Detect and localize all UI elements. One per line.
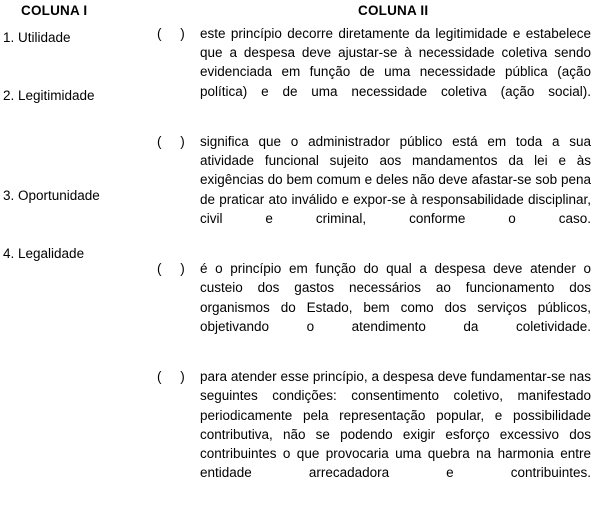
- column-two-text-3: é o princípio em função do qual a despesa deve atender o custeio dos gastos necessários ao funcionamento dos organismos do Estado, bem como dos serviços públicos, objetivando o atendimento da coletividade.: [200, 261, 591, 334]
- column-two-text-1: este princípio decorre diretamente da legitimidade e estabelece que a despesa deve ajustar-se à necessidade coletiva sendo evidenciada em função de uma necessidade pública (ação política) e de uma necessidade coletiva (ação social).: [200, 26, 591, 99]
- column-one-item-1: 1. Utilidade: [3, 30, 71, 45]
- column-two-list: [155, 24, 591, 514]
- answer-blank-3[interactable]: ( ): [157, 261, 185, 277]
- column-one-item-3: 3. Oportunidade: [3, 188, 100, 203]
- column-two-header: COLUNA II: [358, 3, 429, 18]
- answer-blank-2[interactable]: ( ): [157, 134, 185, 150]
- match-item: [155, 132, 591, 247]
- answer-blank-4[interactable]: ( ): [157, 369, 185, 385]
- answer-blank-1[interactable]: ( ): [157, 26, 185, 41]
- column-two-text-4: para atender esse princípio, a despesa deve fundamentar-se nas seguintes condições: consentimento coletivo, manifestado periodicamente pela representação popular, e possibilidade contributiva, não se podendo exigir esforço excessivo dos contribuintes o que provocaria uma quebra na harmonia entre entidade arrecadadora e contribuintes.: [200, 369, 591, 481]
- column-one-item-2: 2. Legitimidade: [3, 88, 95, 103]
- column-one-header: COLUNA I: [21, 3, 88, 18]
- match-item: [155, 259, 591, 355]
- column-one-item-4: 4. Legalidade: [3, 246, 85, 261]
- match-item: [155, 367, 591, 501]
- column-two-text-2: significa que o administrador público está em toda a sua atividade funcional sujeito aos mandamentos da lei e às exigências do bem comum e deles não deve afastar-se sob pena de praticar ato inválido e expor-se à responsabilidade disciplinar, civil e criminal, conforme o caso.: [200, 134, 591, 226]
- match-item: [155, 24, 591, 120]
